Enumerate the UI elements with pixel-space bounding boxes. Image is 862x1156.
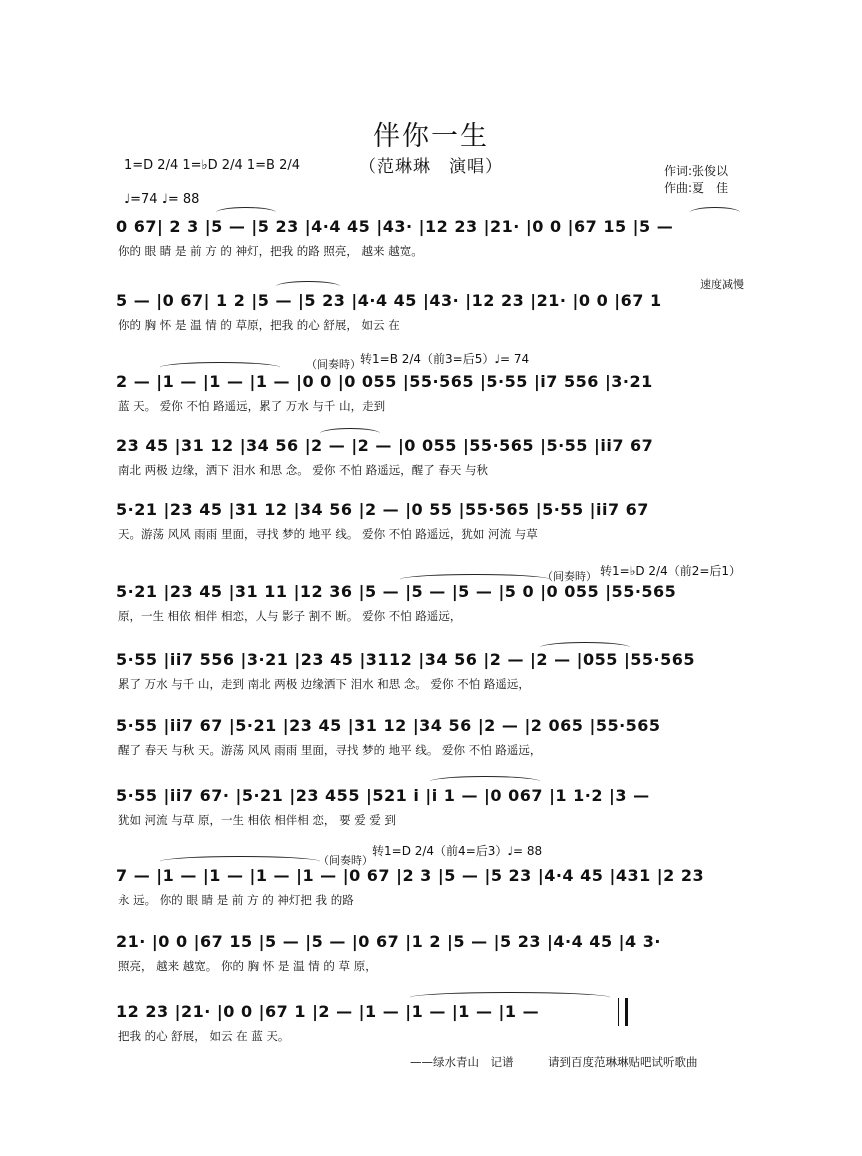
lyrics: 天。游荡 风风 雨雨 里面，寻找 梦的 地平 线。 爱你 不怕 路遥远，犹如 河流 与草 — [118, 527, 538, 541]
lyricist-credit: 作词:张俊以 — [664, 164, 729, 178]
notes: 5·55 |ii7 556 |3·21 |23 45 |3112 |34 56 |2 — |2 — |055 |55·565 — [116, 650, 696, 669]
interlude-marker-2: （间奏時） — [542, 570, 597, 583]
notes: 7 — |1 — |1 — |1 — |1 — |0 67 |2 3 |5 — |5 23 |4·4 45 |431 |2 23 — [116, 866, 705, 885]
lyrics: 照亮， 越来 越宽。 你的 胸 怀 是 温 情 的 草 原， — [118, 959, 377, 973]
modulation-marker-3: 转1=D 2/4（前4=后3）♩= 88 — [372, 844, 543, 858]
notes: 2 — |1 — |1 — |1 — |0 0 |0 055 |55·565 |5·55 |i7 556 |3·21 — [116, 372, 653, 391]
key-signature: 1=D 2/4 1=♭D 2/4 1=B 2/4 — [124, 158, 300, 173]
slur-mark — [276, 281, 340, 292]
slow-down-marker: 速度减慢 — [700, 278, 744, 291]
slur-mark — [320, 428, 380, 439]
notes: 5·21 |23 45 |31 12 |34 56 |2 — |0 55 |55·565 |5·55 |ii7 67 — [116, 500, 649, 519]
footer-credit: ——绿水青山 记谱 请到百度范琳琳贴吧试听歌曲 — [410, 1055, 698, 1069]
lyrics: 犹如 河流 与草 原，一生 相依 相伴相 恋， 要 爱 爱 到 — [118, 813, 397, 827]
modulation-marker-1: 转1=B 2/4（前3=后5）♩= 74 — [360, 352, 530, 366]
slur-mark — [400, 574, 550, 585]
notes: 5 — |0 67| 1 2 |5 — |5 23 |4·4 45 |43· |12 23 |21· |0 0 |67 1 — [116, 291, 662, 310]
lyrics: 永 远。 你的 眼 睛 是 前 方 的 神灯把 我 的路 — [118, 893, 354, 907]
final-barline — [618, 998, 628, 1026]
slur-mark — [160, 856, 320, 867]
tempo-marking: ♩=74 ♩= 88 — [124, 192, 200, 207]
lyrics: 把我 的心 舒展， 如云 在 蓝 天。 — [118, 1029, 290, 1043]
credits — [664, 163, 728, 197]
lyrics: 你的 胸 怀 是 温 情 的 草原，把我 的心 舒展， 如云 在 — [118, 318, 400, 332]
lyrics: 你的 眼 睛 是 前 方 的 神灯，把我 的路 照亮， 越来 越宽。 — [118, 244, 423, 258]
notes: 5·55 |ii7 67 |5·21 |23 45 |31 12 |34 56 |2 — |2 065 |55·565 — [116, 716, 661, 735]
song-title: 伴你一生 — [373, 121, 489, 152]
notes: 21· |0 0 |67 15 |5 — |5 — |0 67 |1 2 |5 — |5 23 |4·4 45 |4 3· — [116, 932, 661, 951]
lyrics: 蓝 天。 爱你 不怕 路遥远，累了 万水 与千 山，走到 — [118, 399, 386, 413]
lyrics: 累了 万水 与千 山，走到 南北 两极 边缘洒下 泪水 和思 念。 爱你 不怕 路遥远， — [118, 677, 530, 691]
slur-mark — [216, 207, 276, 218]
notes: 5·21 |23 45 |31 11 |12 36 |5 — |5 — |5 — |5 0 |0 055 |55·565 — [116, 582, 677, 601]
slur-mark — [430, 776, 540, 787]
lyrics: 南北 两极 边缘，洒下 泪水 和思 念。 爱你 不怕 路遥远，醒了 春天 与秋 — [118, 463, 489, 477]
slur-mark — [410, 992, 610, 1003]
lyrics: 原，一生 相依 相伴 相恋，人与 影子 割不 断。 爱你 不怕 路遥远， — [118, 609, 462, 623]
lyrics: 醒了 春天 与秋 天。游荡 风风 雨雨 里面，寻找 梦的 地平 线。 爱你 不怕 路遥远， — [118, 743, 542, 757]
composer-credit: 作曲:夏 佳 — [664, 181, 729, 195]
slur-mark — [690, 207, 740, 218]
notes: 0 67| 2 3 |5 — |5 23 |4·4 45 |43· |12 23 |21· |0 0 |67 15 |5 — — [116, 217, 674, 236]
interlude-marker-3: （间奏時） — [318, 854, 373, 867]
performer-subtitle: （范琳琳 演唱） — [359, 157, 503, 177]
modulation-marker-2: 转1=♭D 2/4（前2=后1） — [600, 564, 742, 578]
slur-mark — [160, 362, 280, 373]
notes: 5·55 |ii7 67· |5·21 |23 455 |521 i |i 1 — |0 067 |1 1·2 |3 — — [116, 786, 650, 805]
notes: 12 23 |21· |0 0 |67 1 |2 — |1 — |1 — |1 — |1 — — [116, 1002, 540, 1021]
notes: 23 45 |31 12 |34 56 |2 — |2 — |0 055 |55·565 |5·55 |ii7 67 — [116, 436, 654, 455]
slur-mark — [540, 642, 630, 653]
interlude-marker: （间奏時） — [306, 358, 361, 371]
